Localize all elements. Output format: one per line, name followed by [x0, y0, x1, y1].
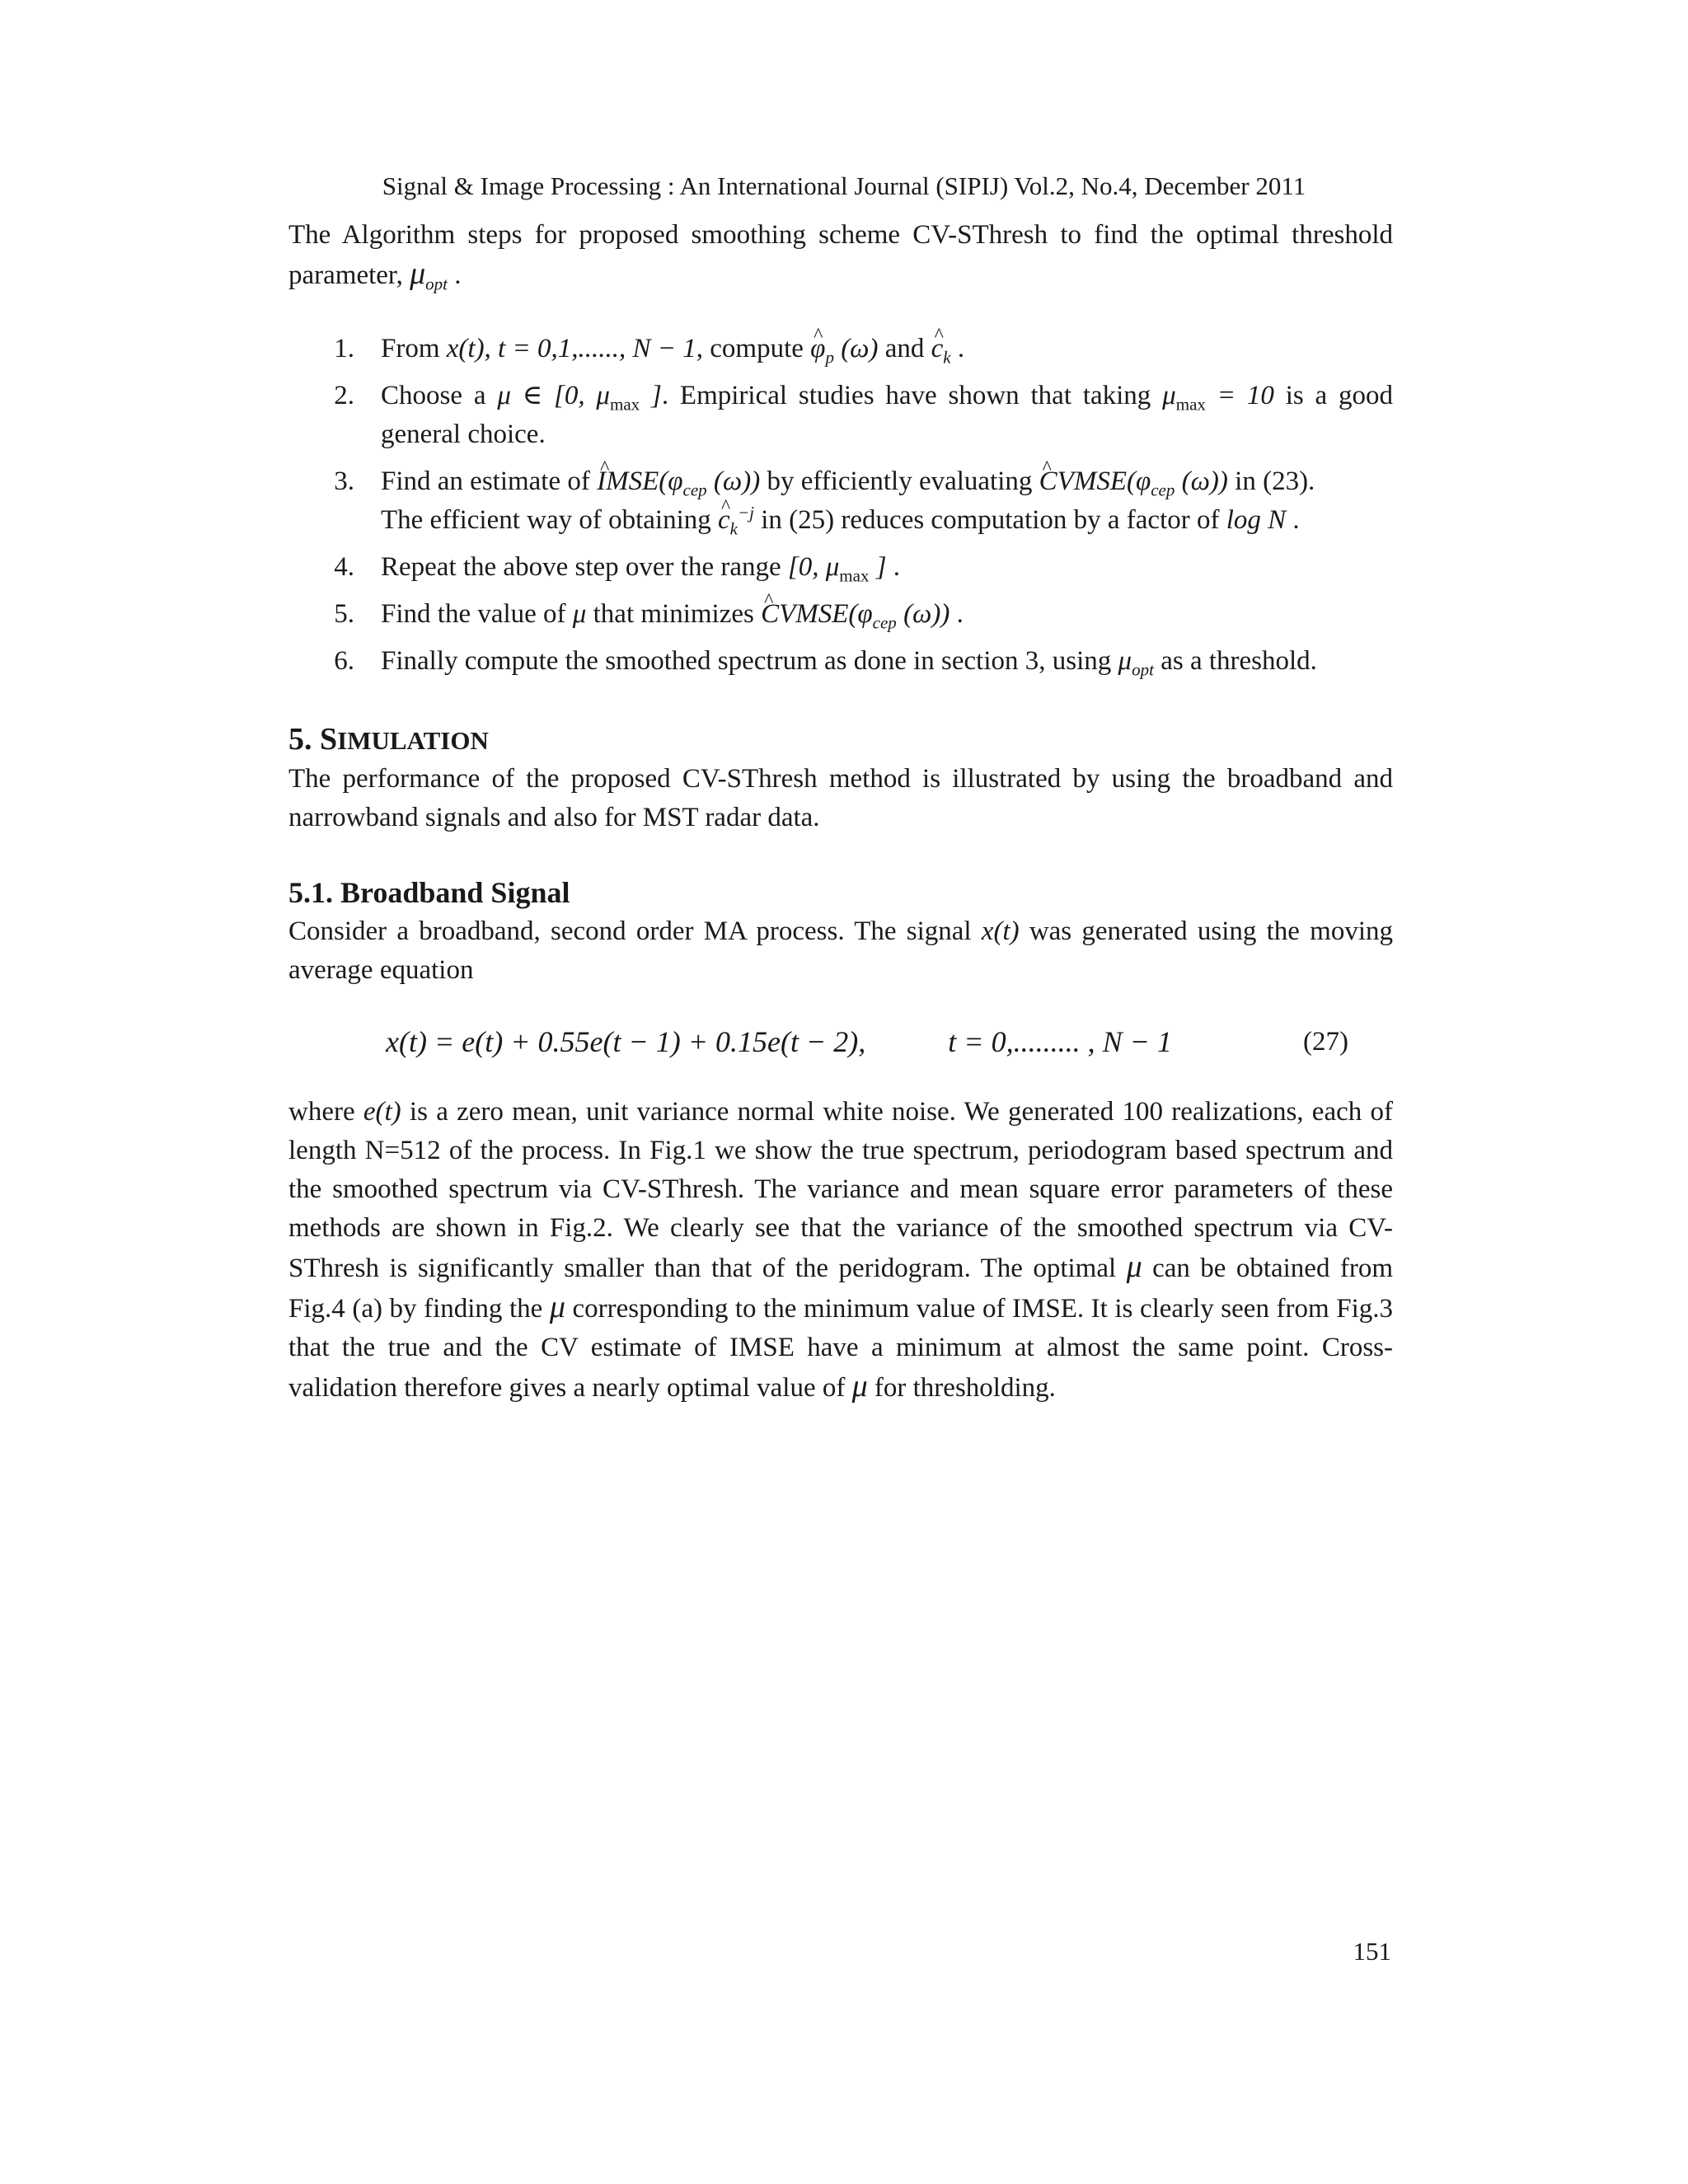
broadband-paragraph [288, 912, 1393, 990]
paragraph-text: for thresholding. [867, 1373, 1056, 1403]
step-math: ^ c [718, 501, 730, 540]
step-text: by efficiently evaluating [760, 466, 1039, 496]
inline-math: μ [1126, 1249, 1142, 1284]
step-math-subscript: p [825, 347, 834, 368]
step-number: 5. [334, 599, 354, 629]
step-math-subscript: k [729, 518, 738, 539]
step-number: 6. [334, 646, 354, 676]
algorithm-step-5 [288, 595, 1393, 634]
step-math: ] [869, 552, 887, 582]
step-math: ^ φ [810, 330, 825, 368]
step-text: is a good general choice. [381, 381, 1394, 449]
step-body [381, 595, 1393, 634]
paragraph-text: was generated using the moving average equation [288, 916, 1393, 985]
step-body [381, 642, 1393, 681]
step-math: ^ CVMSE(φ [1039, 462, 1151, 501]
step-math: x(t), t = 0,1,......, N − 1 [446, 334, 696, 363]
step-math: μ [1118, 646, 1132, 676]
step-math: μ ∈ [0, μ [497, 381, 610, 410]
paragraph-text: corresponding to the minimum value of IMSE. It is clearly seen from Fig.3 that the true and the CV estimate of IMSE have a minimum at almost the same point. Cross- validation therefore gives a nearly optimal value of [288, 1294, 1393, 1403]
step-text: that minimizes [586, 599, 762, 629]
page-content [288, 216, 1393, 1408]
step-text: . [950, 334, 965, 363]
step-text: . [1286, 505, 1300, 535]
equation-number: (27) [1303, 1027, 1348, 1057]
step-number: 3. [334, 466, 354, 496]
algorithm-step-3 [288, 462, 1393, 540]
step-math-subscript: max [839, 565, 870, 586]
intro-end: . [448, 260, 462, 290]
step-text: . [950, 599, 964, 629]
step-text: and [878, 334, 931, 363]
step-body [381, 377, 1393, 454]
step-text: in (25) reduces computation by a factor of [754, 505, 1226, 535]
mu-opt-subscript: opt [425, 274, 448, 294]
step-math: ] [640, 381, 662, 410]
step-math: μ [1162, 381, 1176, 410]
algorithm-step-2 [288, 377, 1393, 454]
step-text: , compute [696, 334, 811, 363]
algorithm-step-1 [288, 330, 1393, 368]
step-math-subscript: cep [872, 612, 897, 633]
inline-math: x(t) [981, 916, 1020, 946]
step-math: (ω)) [896, 599, 950, 629]
step-text: Find an estimate of [381, 466, 598, 496]
step-text: . Empirical studies have shown that taking [661, 381, 1163, 410]
step-body [381, 548, 1393, 587]
paragraph-text: Consider a broadband, second order MA process. The signal [288, 916, 982, 946]
paragraph-text: can be obtained from Fig.4 (a) by finding the [288, 1254, 1394, 1324]
step-text: as a threshold. [1153, 646, 1317, 676]
inline-math: e(t) [363, 1097, 401, 1127]
mu-opt-symbol: μ [410, 256, 426, 291]
algorithm-steps [288, 330, 1393, 681]
equation-27 [288, 1023, 1393, 1062]
step-text: From [381, 334, 447, 363]
page-number: 151 [1353, 1937, 1391, 1966]
step-math-subscript: max [1175, 394, 1206, 415]
journal-header: Signal & Image Processing : An International Journal (SIPIJ) Vol.2, No.4, December 2011 [382, 171, 1306, 200]
step-math-subscript: max [609, 394, 640, 415]
inline-math: μ [549, 1290, 565, 1324]
section-heading [288, 720, 1393, 760]
step-math: ^ IMSE(φ [597, 462, 682, 501]
step-text: Finally compute the smoothed spectrum as done in section 3, using [381, 646, 1118, 676]
inline-math: μ [851, 1369, 868, 1404]
step-math: = 10 [1205, 381, 1274, 410]
algorithm-step-6 [288, 642, 1393, 681]
step-text: in (23). [1235, 466, 1315, 496]
paragraph-text: where [288, 1097, 363, 1127]
step-number: 4. [334, 552, 354, 582]
step-math-subscript: k [943, 347, 951, 368]
step-math: (ω) [833, 334, 879, 363]
step-math: [0, μ [787, 552, 840, 582]
paragraph-text: is a zero mean, unit variance normal white noise. We generated 100 realizations, each of length N=512 of the process. In Fig.1 we show the true spectrum, periodogram based spectrum and the smoothed spectrum via CV-SThresh. The variance and mean square error parameters of these methods are shown in Fig.2. We clearly see that the variance of the smoothed spectrum via CV-SThresh is significantly smaller than that of the peridogram. The optimal [288, 1097, 1393, 1283]
step-text: . [886, 552, 901, 582]
algorithm-step-4 [288, 548, 1393, 587]
section-heading-rest: IMULATION [337, 726, 489, 755]
step-text: Repeat the above step over the range [381, 552, 788, 582]
step-math: log N [1226, 505, 1287, 535]
intro-paragraph [288, 216, 1393, 295]
step-math-subscript: cep [1151, 480, 1175, 500]
step-body [381, 462, 1393, 540]
step-number: 1. [334, 334, 354, 363]
simulation-paragraph: The performance of the proposed CV-SThresh method is illustrated by using the broadband and narrowband signals and also for MST radar data. [288, 764, 1393, 832]
step-math: (ω)) [1175, 466, 1228, 496]
equation-expression: x(t) = e(t) + 0.55e(t − 1) + 0.15e(t − 2), [386, 1025, 866, 1058]
step-text: Find the value of [381, 599, 573, 629]
step-body [381, 330, 1393, 368]
step-text: The efficient way of obtaining [381, 505, 719, 535]
section-heading-number: 5. S [288, 722, 338, 757]
equation-range: t = 0,......... , N − 1 [948, 1025, 1172, 1058]
intro-text: The Algorithm steps for proposed smoothing scheme CV-SThresh to find the optimal threshold parameter, [288, 220, 1393, 290]
step-math: μ [572, 599, 587, 629]
step-text: Choose a [381, 381, 498, 410]
step-math: ^ CVMSE(φ [761, 595, 873, 634]
step-math: ^ c [931, 330, 944, 368]
subsection-heading: 5.1. Broadband Signal [288, 876, 570, 909]
results-paragraph [288, 1093, 1393, 1408]
step-number: 2. [334, 381, 354, 410]
step-math: (ω)) [706, 466, 761, 496]
step-math-subscript: cep [682, 480, 707, 500]
step-math-superscript: −j [738, 503, 755, 523]
step-math-subscript: opt [1132, 659, 1154, 680]
